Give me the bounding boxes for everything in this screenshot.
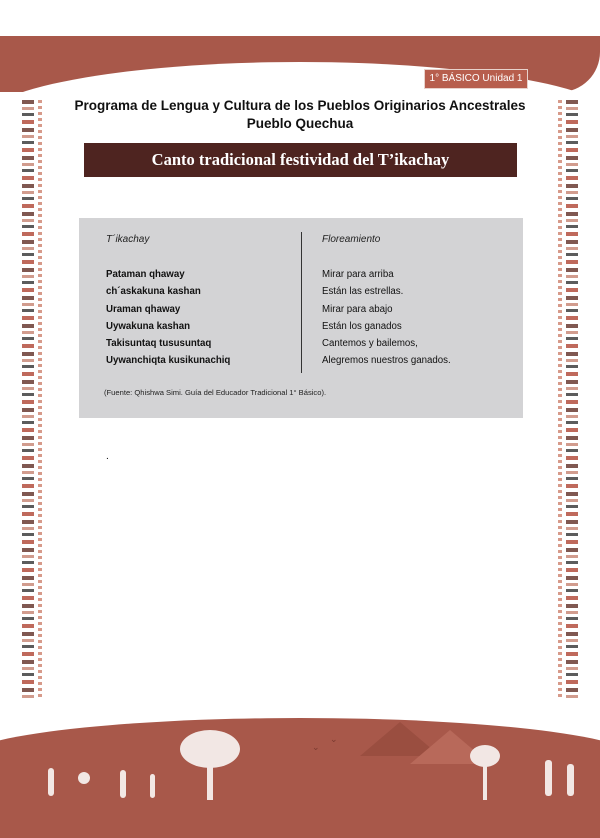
- spanish-lines: [322, 266, 451, 370]
- spanish-line: Mirar para abajo: [322, 303, 393, 315]
- footer-band: [0, 755, 600, 800]
- source-citation: (Fuente: Qhishwa Simi. Guía del Educador Tradicional 1° Básico).: [104, 388, 327, 397]
- quechua-heading: T´ikachay: [106, 234, 150, 245]
- tree-trunk: [483, 764, 487, 800]
- song-box: [79, 218, 523, 418]
- left-inner-border: [38, 100, 42, 700]
- tree-trunk: [207, 762, 213, 800]
- person-icon: [567, 764, 574, 796]
- person-icon: [150, 774, 155, 798]
- program-title-line1: Programa de Lengua y Cultura de los Pueblos Originarios Ancestrales: [74, 98, 526, 113]
- quechua-line: Pataman qhaway: [106, 269, 185, 280]
- person-icon: [120, 770, 126, 798]
- spanish-line: Alegremos nuestros ganados.: [322, 355, 451, 367]
- quechua-line: Takisuntaq tususuntaq: [106, 338, 212, 350]
- quechua-line: ch´askakuna kashan: [106, 286, 201, 298]
- quechua-line: Uraman qhaway: [106, 303, 181, 315]
- spanish-heading: Floreamiento: [322, 234, 381, 245]
- quechua-lines: [106, 266, 230, 370]
- person-icon: [48, 768, 54, 796]
- person-icon: [545, 760, 552, 796]
- spanish-line: Mirar para arriba: [322, 269, 394, 280]
- program-title-line2: Pueblo Quechua: [246, 116, 354, 131]
- right-inner-border: [558, 100, 562, 700]
- spanish-line: Están las estrellas.: [322, 286, 404, 298]
- body-dot: .: [106, 451, 109, 462]
- song-title-banner: Canto tradicional festividad del T’ikachay: [84, 143, 517, 177]
- bird-icon: ⌄: [330, 734, 338, 744]
- llama-icon: [78, 772, 90, 784]
- bird-icon: ⌄: [312, 742, 320, 752]
- column-divider: [301, 232, 302, 373]
- program-title: [0, 97, 600, 133]
- unit-badge: 1° BÁSICO Unidad 1: [424, 69, 528, 89]
- right-woven-border: [566, 100, 578, 700]
- quechua-line: Uywakuna kashan: [106, 320, 190, 332]
- spanish-line: Están los ganados: [322, 320, 402, 332]
- quechua-line: Uywanchiqta kusikunachiq: [106, 355, 231, 367]
- spanish-line: Cantemos y bailemos,: [322, 338, 418, 350]
- left-woven-border: [22, 100, 34, 700]
